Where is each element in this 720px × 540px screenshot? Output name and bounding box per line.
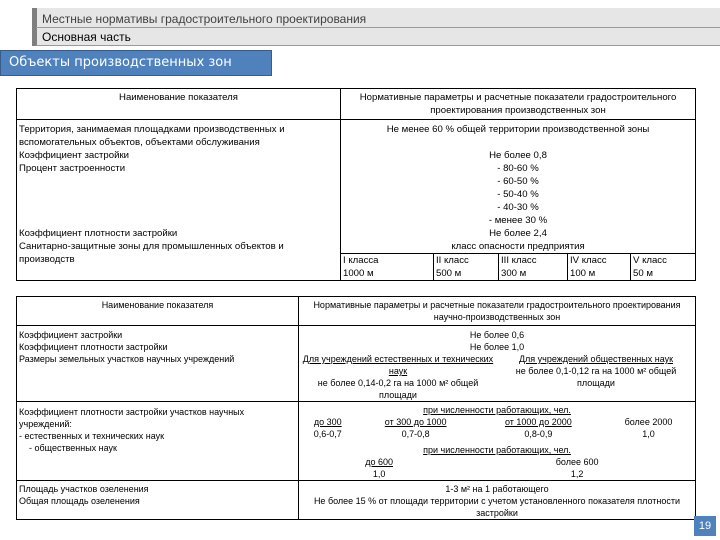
density-inst-social: - общественных наук [29,443,117,453]
class-distance: 1000 м [343,268,374,279]
plots-grid [299,353,695,401]
natural-range: до 300 [313,417,342,427]
social-range: до 600 [365,457,394,467]
workers-header: при численности работающих, чел. [423,405,571,415]
header-divider [36,27,720,28]
built-value: - менее 30 % [488,215,548,226]
table-row [17,353,696,402]
row-label-green-area: Площадь участков озеленения [17,481,299,496]
document-title: Местные нормативы градостроительного проектирования [42,12,367,26]
built-value: - 40-30 % [497,202,539,213]
table-header-row [17,89,696,120]
page-number: 19 [694,516,716,536]
row-label-green-total: Общая площадь озеленения [17,495,299,520]
class-name: V класс [633,255,667,266]
social-value: 1,2 [570,469,584,479]
row-label-coverage: Коэффициент застройки [17,326,299,342]
col-header-indicator: Наименование показателя [17,297,299,326]
row-label-built: Процент застроенности [17,162,341,227]
class-distance: 50 м [633,268,653,279]
table-row [17,481,696,496]
row-value-coverage: Не более 0,6 [299,326,696,342]
row-label-density: Коэффициент плотности застройки [17,341,299,353]
natural-range: от 1000 до 2000 [504,417,572,427]
class-name: I класса [343,255,379,266]
table-row [17,149,696,162]
row-value-coverage: Не более 0,8 [341,149,696,162]
table-header-row [17,297,696,326]
table-row [17,495,696,520]
production-zones-table [16,88,696,281]
table-row [17,120,696,150]
class-name: II класс [436,255,469,266]
row-value-density: Не более 2,4 [341,227,696,240]
row-value-territory: Не менее 60 % общей территории производственной зоны [341,120,696,150]
row-value-sanitary [341,240,696,281]
built-value: - 50-40 % [497,189,539,200]
plots-social-header: Для учреждений общественных наук [518,354,674,364]
row-label-density-inst [17,402,299,481]
table-row [17,402,696,481]
density-inst-natural: - естественных и технических наук [19,431,165,441]
row-value-density-inst [299,402,696,481]
row-label-density: Коэффициент плотности застройки [17,227,341,240]
natural-value: 0,6-0,7 [313,429,342,439]
table-row [17,162,696,227]
natural-range: более 2000 [624,417,673,427]
document-subtitle: Основная часть [42,30,131,44]
sanitary-header: класс опасности предприятия [341,240,695,254]
plots-natural-header: Для учреждений естественных и технических наук [302,354,494,376]
social-ranges-grid [299,456,695,480]
col-header-parameters: Нормативные параметры и расчетные показатели градостроительного проектирования производственных зон [341,89,696,120]
row-value-density: Не более 1,0 [299,341,696,353]
natural-value: 1,0 [642,429,655,439]
class-name: IV класс [570,255,607,266]
density-inst-label: Коэффициент плотности застройки участков научных учреждений: [19,407,245,429]
natural-ranges-grid [299,416,695,440]
research-zones-table [16,296,696,520]
table-row [17,341,696,353]
built-value: - 60-50 % [497,176,539,187]
table-row [17,326,696,342]
row-label-plots: Размеры земельных участков научных учреждений [17,353,299,402]
natural-range: от 300 до 1000 [384,417,447,427]
class-name: III класс [501,255,537,266]
social-range: более 600 [555,457,599,467]
workers-header-social: при численности работающих, чел. [423,445,571,455]
row-value-green-area: 1-3 м² на 1 работающего [299,481,696,496]
col-header-parameters: Нормативные параметры и расчетные показатели градостроительного проектирования научно-производственных зон [299,297,696,326]
natural-value: 0,7-0,8 [401,429,430,439]
row-label-sanitary: Санитарно-защитные зоны для промышленных объектов и производств [17,240,341,281]
table-row [17,227,696,240]
built-value: - 80-60 % [497,163,539,174]
class-distance: 100 м [570,268,596,279]
class-distance: 500 м [436,268,462,279]
header-divider-bottom [36,45,720,46]
row-label-territory: Территория, занимаемая площадками производственных и вспомогательных объектов, объектами обслуживания [17,120,341,150]
plots-social-value: не более 0,1-0,12 га на 1000 м² общей площади [515,366,677,388]
table-row [17,240,696,281]
class-distance: 300 м [501,268,527,279]
row-label-coverage: Коэффициент застройки [17,149,341,162]
natural-value: 0,8-0,9 [524,429,553,439]
hazard-classes [341,254,695,280]
social-value: 1,0 [372,469,386,479]
row-value-built [341,162,696,227]
col-header-indicator: Наименование показателя [17,89,341,120]
section-title: Объекты производственных зон [0,50,272,76]
row-value-green-total: Не более 15 % от площади территории с учетом установленного показателя плотности застройки [299,495,696,520]
row-value-plots [299,353,696,402]
plots-natural-value: не более 0,14-0,2 га на 1000 м² общей площади [317,378,479,400]
